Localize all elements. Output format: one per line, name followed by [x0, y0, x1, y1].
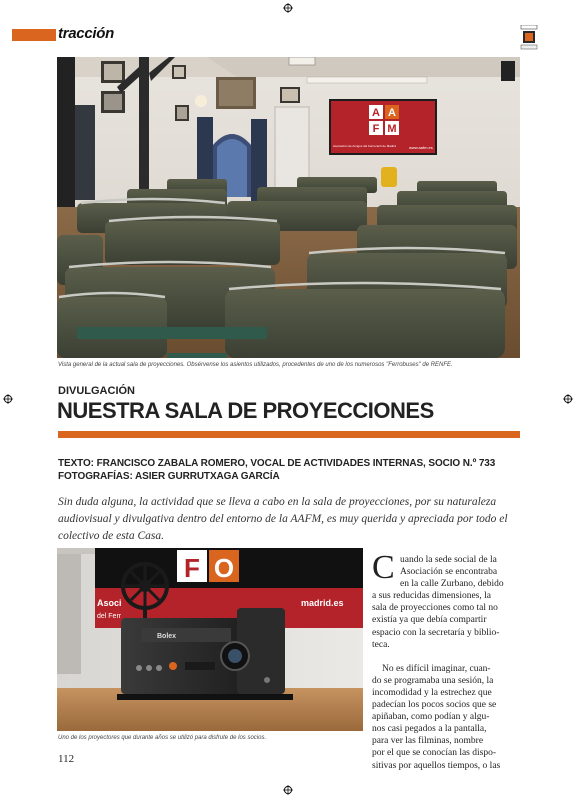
- section-name: tracción: [58, 25, 114, 42]
- lead-line: audiovisual y divulgativa dentro del entorno de la AAFM, es muy querida y apreciada por todo el: [58, 513, 508, 525]
- anniversary-logo: [519, 25, 539, 51]
- screen-logo-letter-2: A: [388, 107, 396, 119]
- body-line: en la calle Zurbano, debido: [400, 579, 504, 590]
- projector-caption: Uno de los proyectores que durante años se utilizó para disfrute de los socios.: [58, 735, 267, 741]
- title-rule: [58, 431, 520, 438]
- article-title: NUESTRA SALA DE PROYECCIONES: [57, 398, 434, 423]
- page-number: 112: [58, 753, 75, 765]
- article-lead: [58, 494, 520, 545]
- registration-mark-left: [3, 394, 13, 404]
- lead-line: Sin duda alguna, la actividad que se lleva a cabo en la sala de proyecciones, por su naturaleza: [58, 496, 497, 508]
- body-line: espacio con la secretaría y biblio-: [372, 627, 500, 638]
- body-line: Asociación se encontraba: [400, 567, 498, 578]
- body-line: No es difícil imaginar, cuan-: [382, 663, 491, 674]
- screen-logo-letter-3: F: [372, 123, 380, 135]
- body-line: nos casi pegados a la pantalla,: [372, 724, 487, 735]
- body-line: do se programaba una sesión, la: [372, 675, 494, 686]
- photo-caption: Vista general de la actual sala de proyecciones. Obsérvense los asientos utilizados, procedentes de uno de los numerosos "Ferrobuses" de RENFE.: [58, 362, 453, 368]
- banner-text-left: Asoci: [97, 598, 122, 608]
- body-line: teca.: [372, 639, 390, 650]
- photo-credit: FOTOGRAFÍAS: ASIER GURRUTXAGA GARCÍA: [58, 471, 280, 482]
- registration-mark-right: [563, 394, 573, 404]
- screen-logo-letter-1: A: [372, 107, 380, 119]
- body-line: sala de proyecciones como tal no: [372, 603, 498, 614]
- screen-text-right: www.aafm.es: [409, 145, 433, 150]
- screen-logo-letter-4: M: [387, 123, 397, 135]
- banner-letter-1: F: [184, 553, 200, 583]
- body-line: existía ya que debía compartir: [372, 615, 487, 626]
- projector-photo: [57, 548, 363, 731]
- lead-line: colectivo de esta Casa.: [58, 530, 165, 542]
- body-column: [372, 549, 520, 772]
- body-line: por el que se conocían las dispo-: [372, 748, 496, 759]
- body-line: sitivas por aquellos tiempos, o las: [372, 760, 501, 771]
- body-line: uando la sede social de la: [400, 555, 497, 565]
- body-line: a sus reducidas dimensiones, la: [372, 591, 491, 602]
- body-line: para ver las filminas, nombre: [372, 736, 484, 747]
- drop-cap: C: [372, 549, 395, 586]
- body-line: incomodidad y la estrechez que: [372, 687, 492, 698]
- banner-letter-2: O: [213, 553, 235, 583]
- banner-text-right: madrid.es: [301, 598, 344, 608]
- banner-text-left-2: del Ferr: [97, 613, 122, 620]
- section-color-bar: [12, 29, 56, 41]
- article-kicker: DIVULGACIÓN: [58, 385, 135, 397]
- registration-mark-bottom: [283, 785, 293, 795]
- body-line: apiñaban, como podían y algu-: [372, 712, 490, 723]
- screen-text-left: Asociación de Amigos del Ferrocarril de Madrid: [333, 144, 396, 148]
- projector-brand: Bolex: [157, 633, 177, 640]
- paragraph-gap: [372, 651, 520, 663]
- registration-mark-top: [283, 3, 293, 13]
- body-line: padecían los pocos socios que se: [372, 700, 497, 711]
- projection-room-photo: [57, 57, 520, 358]
- author-credit: TEXTO: FRANCISCO ZABALA ROMERO, VOCAL DE ACTIVIDADES INTERNAS, SOCIO N.º 733: [58, 458, 496, 469]
